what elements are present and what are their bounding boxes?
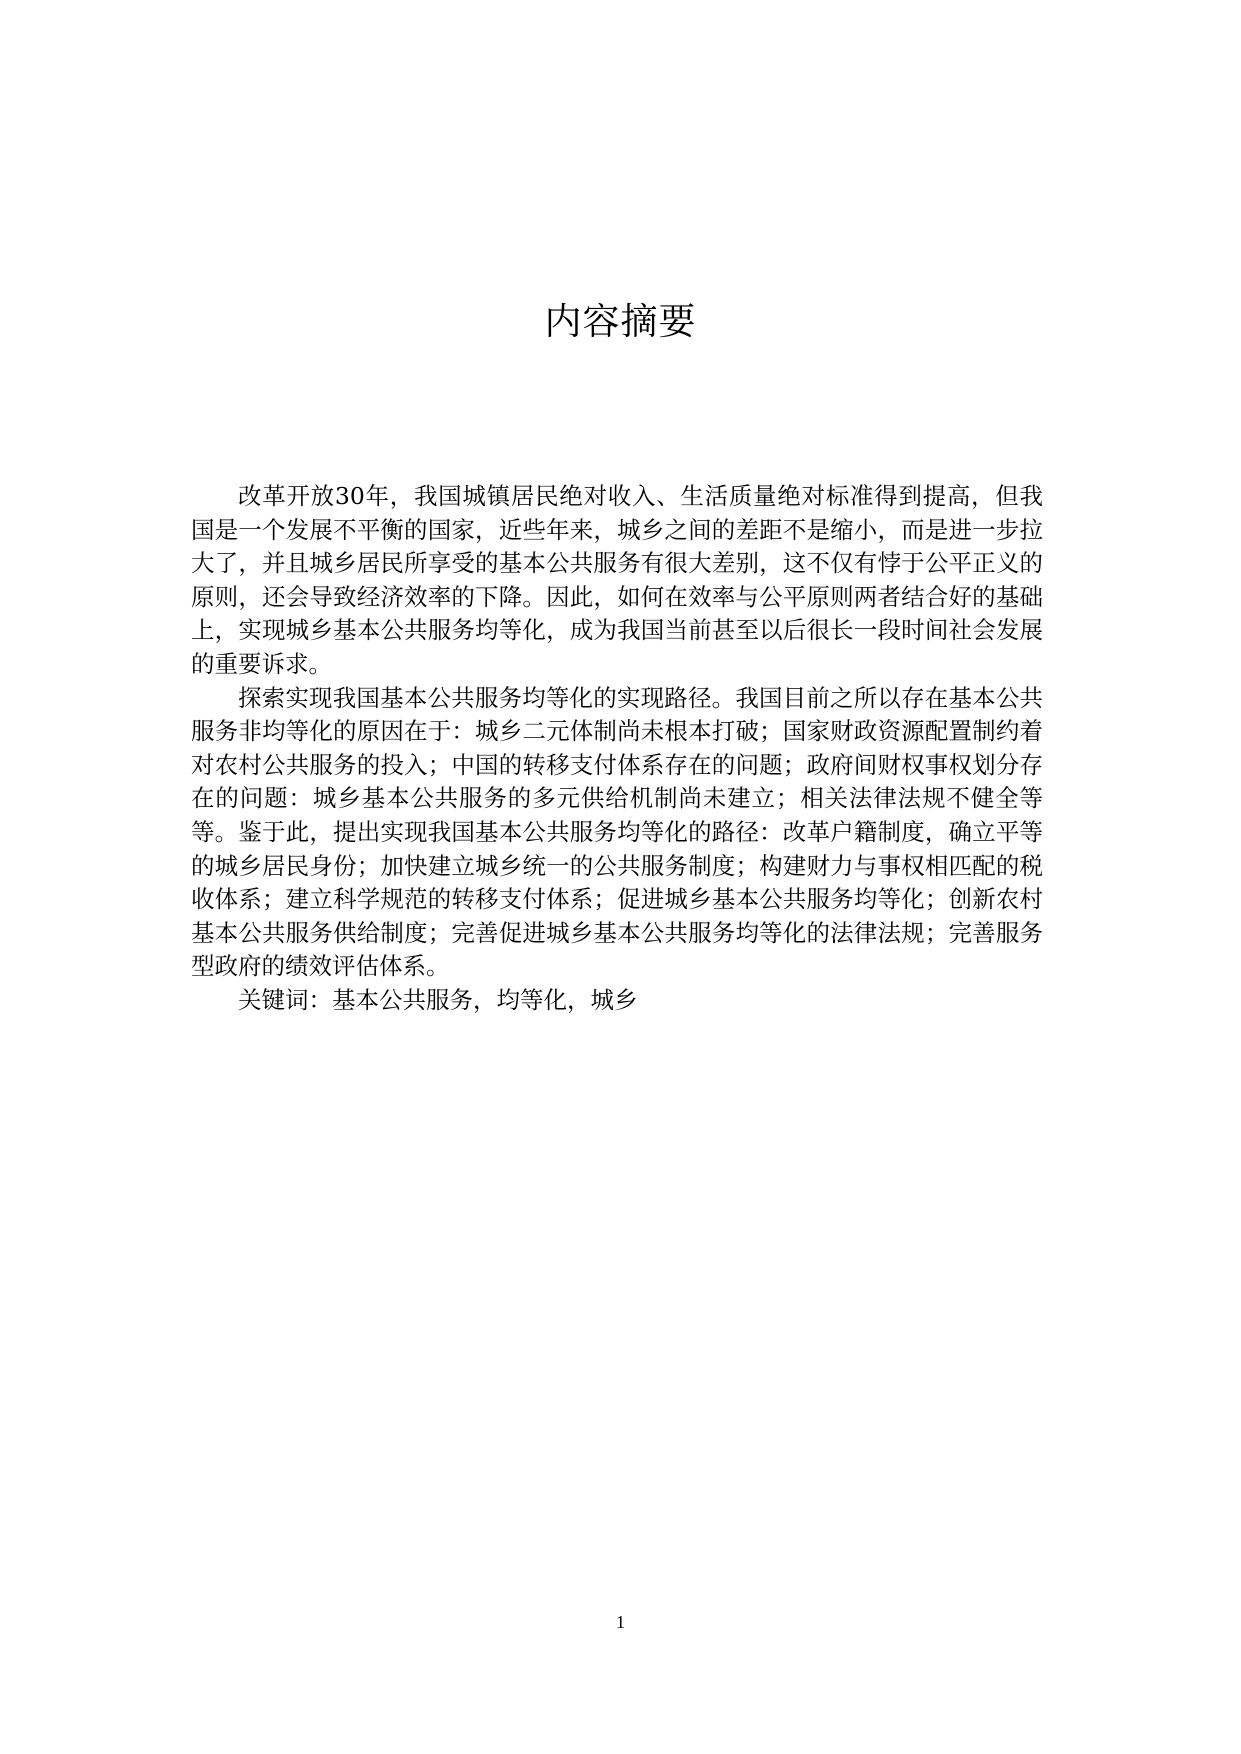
abstract-body [191,480,1043,1018]
abstract-paragraph-1: 改革开放30年，我国城镇居民绝对收入、生活质量绝对标准得到提高，但我国是一个发展不平衡的国家，近些年来，城乡之间的差距不是缩小，而是进一步拉大了，并且城乡居民所享受的基本公共服务有很大差别，这不仅有悖于公平正义的原则，还会导致经济效率的下降。因此，如何在效率与公平原则两者结合好的基础上，实现城乡基本公共服务均等化，成为我国当前甚至以后很长一段时间社会发展的重要诉求。 [191,482,1043,678]
keywords-line: 关键词：基本公共服务，均等化，城乡 [238,985,638,1014]
page-title: 内容摘要 [544,300,697,343]
page-number: 1 [616,1612,625,1632]
abstract-paragraph-2: 探索实现我国基本公共服务均等化的实现路径。我国目前之所以存在基本公共服务非均等化的原因在于：城乡二元体制尚未根本打破；国家财政资源配置制约着对农村公共服务的投入；中国的转移支付体系存在的问题；政府间财权事权划分存在的问题：城乡基本公共服务的多元供给机制尚未建立；相关法律法规不健全等等。鉴于此，提出实现我国基本公共服务均等化的路径：改革户籍制度，确立平等的城乡居民身份；加快建立城乡统一的公共服务制度；构建财力与事权相匹配的税收体系；建立科学规范的转移支付体系；促进城乡基本公共服务均等化；创新农村基本公共服务供给制度；完善促进城乡基本公共服务均等化的法律法规；完善服务型政府的绩效评估体系。 [191,683,1043,981]
